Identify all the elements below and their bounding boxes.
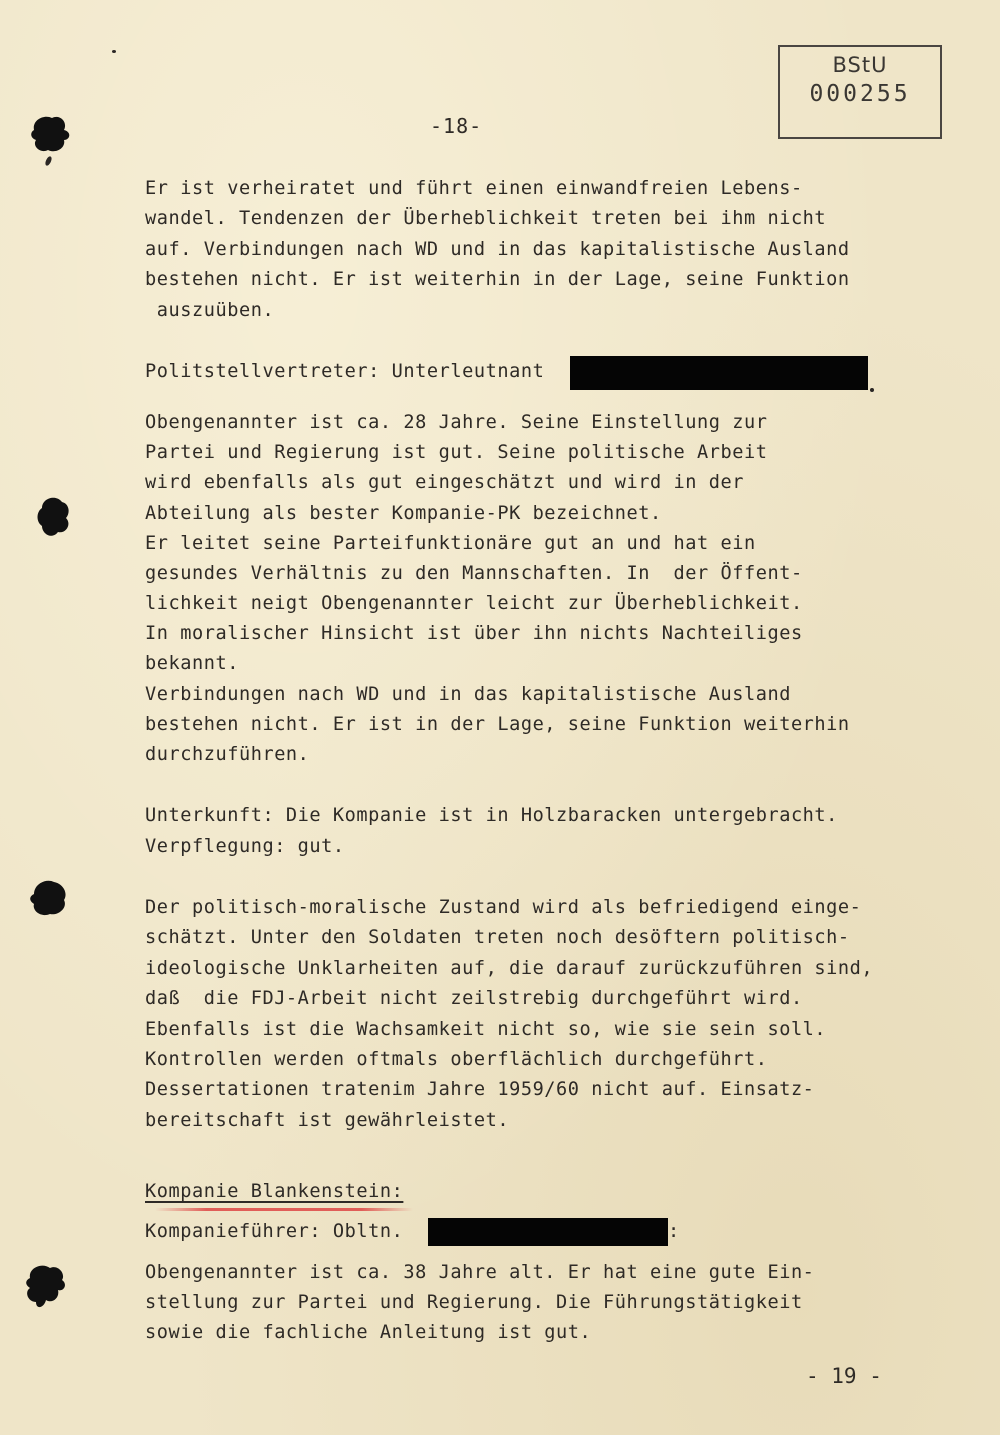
text-line: wird ebenfalls als gut eingeschätzt und wird in der (145, 472, 744, 493)
text-line: Unterkunft: Die Kompanie ist in Holzbaracken untergebracht. (145, 805, 838, 826)
ink-speck (44, 155, 53, 166)
section-heading: Kompanie Blankenstein: (145, 1181, 404, 1202)
colon-mark: : (668, 1221, 680, 1242)
text-line: auszuüben. (145, 300, 275, 321)
punch-hole-1 (28, 112, 74, 156)
text-line: Ebenfalls ist die Wachsamkeit nicht so, wie sie sein soll. (145, 1019, 827, 1040)
ink-speck (870, 388, 874, 392)
text-line: auf. Verbindungen nach WD und in das kapitalistische Ausland (145, 239, 850, 260)
text-line: durchzuführen. (145, 744, 310, 765)
text-line: stellung zur Partei und Regierung. Die Führungstätigkeit (145, 1292, 803, 1313)
text-line: bestehen nicht. Er ist in der Lage, seine Funktion weiterhin (145, 714, 850, 735)
text-line: schätzt. Unter den Soldaten treten noch desöftern politisch- (145, 927, 850, 948)
politstellvertreter-label: Politstellvertreter: Unterleutnant (145, 361, 545, 382)
text-line: Dessertationen tratenim Jahre 1959/60 nicht auf. Einsatz- (145, 1079, 815, 1100)
text-line: Der politisch-moralische Zustand wird als befriedigend einge- (145, 897, 862, 918)
text-line: Obengenannter ist ca. 38 Jahre alt. Er hat eine gute Ein- (145, 1262, 815, 1283)
text-line: Verbindungen nach WD und in das kapitalistische Ausland (145, 684, 791, 705)
punch-hole-2 (34, 494, 74, 540)
redaction-bar (570, 356, 868, 390)
text-line: lichkeit neigt Obengenannter leicht zur Überheblichkeit. (145, 593, 803, 614)
text-line: Kontrollen werden oftmals oberflächlich durchgeführt. (145, 1049, 768, 1070)
archive-number: 000255 (809, 81, 911, 107)
text-line: bereitschaft ist gewährleistet. (145, 1110, 510, 1131)
text-line: Abteilung als bester Kompanie-PK bezeichnet. (145, 503, 662, 524)
text-line: Er ist verheiratet und führt einen einwandfreien Lebens- (145, 178, 803, 199)
text-line: Partei und Regierung ist gut. Seine politische Arbeit (145, 442, 768, 463)
text-line: ideologische Unklarheiten auf, die darauf zurückzuführen sind, (145, 958, 874, 979)
kompaniefuehrer-label: Kompanieführer: Obltn. (145, 1221, 404, 1242)
text-line: daß die FDJ-Arbeit nicht zeilstrebig durchgeführt wird. (145, 988, 803, 1009)
punch-hole-3 (28, 878, 70, 918)
text-line: wandel. Tendenzen der Überheblichkeit treten bei ihm nicht (145, 208, 827, 229)
text-line: bekannt. (145, 653, 239, 674)
redaction-bar (428, 1218, 668, 1246)
ink-speck (112, 50, 116, 53)
archive-name: BStU (832, 53, 888, 77)
next-page-marker: - 19 - (806, 1364, 882, 1388)
text-line: bestehen nicht. Er ist weiterhin in der Lage, seine Funktion (145, 269, 850, 290)
red-pencil-underline (155, 1208, 413, 1211)
archive-stamp (778, 45, 942, 139)
punch-hole-4 (22, 1262, 70, 1312)
text-line: Obengenannter ist ca. 28 Jahre. Seine Einstellung zur (145, 412, 768, 433)
text-line: Verpflegung: gut. (145, 836, 345, 857)
text-line: Er leitet seine Parteifunktionäre gut an und hat ein (145, 533, 756, 554)
text-line: In moralischer Hinsicht ist über ihn nichts Nachteiliges (145, 623, 803, 644)
text-line: gesundes Verhältnis zu den Mannschaften. In der Öffent- (145, 563, 803, 584)
page-number: -18- (430, 114, 483, 138)
text-line: sowie die fachliche Anleitung ist gut. (145, 1322, 592, 1343)
